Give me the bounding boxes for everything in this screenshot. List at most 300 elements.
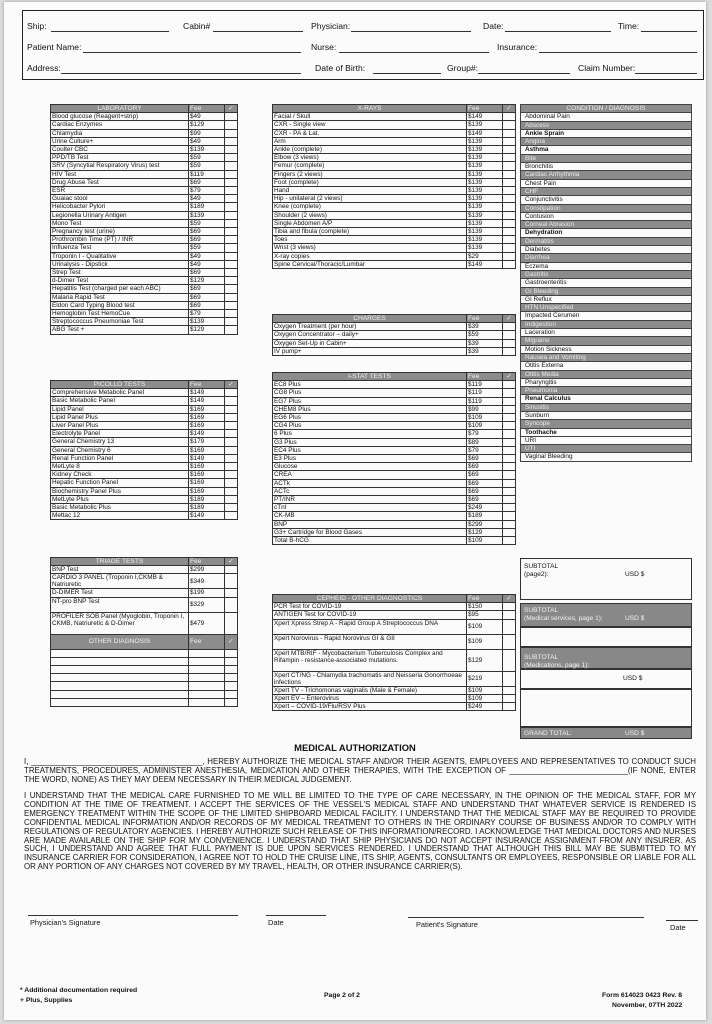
item-checkbox[interactable] bbox=[503, 703, 516, 711]
physician-signature-line[interactable] bbox=[28, 915, 238, 916]
table-row[interactable] bbox=[273, 162, 516, 170]
table-row[interactable] bbox=[273, 496, 516, 504]
dob-field[interactable] bbox=[373, 73, 441, 74]
condition-row[interactable] bbox=[521, 171, 692, 179]
table-row[interactable] bbox=[273, 528, 516, 536]
condition-row[interactable] bbox=[521, 129, 692, 137]
table-row[interactable] bbox=[51, 318, 238, 326]
table-row[interactable] bbox=[51, 121, 238, 129]
blank-row[interactable] bbox=[51, 657, 238, 665]
table-row[interactable] bbox=[51, 326, 238, 334]
item-checkbox[interactable] bbox=[225, 422, 238, 430]
table-row[interactable] bbox=[273, 146, 516, 154]
item-checkbox[interactable] bbox=[225, 487, 238, 495]
item-checkbox[interactable] bbox=[503, 219, 516, 227]
condition-row[interactable] bbox=[521, 212, 692, 220]
item-checkbox[interactable] bbox=[503, 154, 516, 162]
condition-row[interactable] bbox=[521, 295, 692, 303]
condition-row[interactable] bbox=[521, 428, 692, 436]
condition-row[interactable] bbox=[521, 154, 692, 162]
table-row[interactable] bbox=[51, 236, 238, 244]
blank-cell[interactable] bbox=[51, 674, 189, 682]
table-row[interactable] bbox=[273, 455, 516, 463]
item-checkbox[interactable] bbox=[503, 146, 516, 154]
table-row[interactable] bbox=[273, 389, 516, 397]
table-row[interactable] bbox=[51, 597, 238, 612]
table-row[interactable] bbox=[273, 463, 516, 471]
patient-name-field[interactable] bbox=[83, 52, 301, 53]
table-row[interactable] bbox=[273, 405, 516, 413]
item-checkbox[interactable] bbox=[503, 187, 516, 195]
item-checkbox[interactable] bbox=[225, 512, 238, 520]
table-row[interactable] bbox=[273, 331, 516, 339]
table-row[interactable] bbox=[273, 671, 516, 686]
blank-cell[interactable] bbox=[189, 674, 225, 682]
table-row[interactable] bbox=[51, 389, 238, 397]
table-row[interactable] bbox=[51, 512, 238, 520]
condition-row[interactable] bbox=[521, 445, 692, 453]
table-row[interactable] bbox=[273, 520, 516, 528]
table-row[interactable] bbox=[51, 471, 238, 479]
table-row[interactable] bbox=[273, 339, 516, 347]
table-row[interactable] bbox=[273, 686, 516, 694]
insurance-field[interactable] bbox=[539, 52, 697, 53]
table-row[interactable] bbox=[273, 244, 516, 252]
blank-cell[interactable] bbox=[189, 698, 225, 706]
table-row[interactable] bbox=[51, 495, 238, 503]
item-checkbox[interactable] bbox=[503, 129, 516, 137]
condition-row[interactable] bbox=[521, 436, 692, 444]
item-checkbox[interactable] bbox=[225, 178, 238, 186]
table-row[interactable] bbox=[273, 137, 516, 145]
date-line-2[interactable] bbox=[666, 920, 698, 921]
table-row[interactable] bbox=[51, 187, 238, 195]
table-row[interactable] bbox=[273, 603, 516, 611]
condition-row[interactable] bbox=[521, 345, 692, 353]
item-checkbox[interactable] bbox=[503, 520, 516, 528]
table-row[interactable] bbox=[273, 154, 516, 162]
condition-row[interactable] bbox=[521, 312, 692, 320]
table-row[interactable] bbox=[51, 413, 238, 421]
item-checkbox[interactable] bbox=[225, 574, 238, 589]
nurse-field[interactable] bbox=[339, 52, 489, 53]
blank-cell[interactable] bbox=[51, 657, 189, 665]
item-checkbox[interactable] bbox=[503, 649, 516, 671]
condition-row[interactable] bbox=[521, 254, 692, 262]
item-checkbox[interactable] bbox=[503, 244, 516, 252]
condition-row[interactable] bbox=[521, 187, 692, 195]
table-row[interactable] bbox=[273, 446, 516, 454]
item-checkbox[interactable] bbox=[503, 339, 516, 347]
condition-row[interactable] bbox=[521, 329, 692, 337]
condition-row[interactable] bbox=[521, 113, 692, 121]
table-row[interactable] bbox=[51, 422, 238, 430]
item-checkbox[interactable] bbox=[225, 137, 238, 145]
blank-cell[interactable] bbox=[189, 665, 225, 673]
item-checkbox[interactable] bbox=[503, 446, 516, 454]
subtotal-medications[interactable] bbox=[520, 669, 692, 689]
blank-cell[interactable] bbox=[51, 665, 189, 673]
table-row[interactable] bbox=[273, 619, 516, 634]
item-checkbox[interactable] bbox=[225, 195, 238, 203]
item-checkbox[interactable] bbox=[225, 244, 238, 252]
condition-row[interactable] bbox=[521, 237, 692, 245]
table-row[interactable] bbox=[273, 187, 516, 195]
table-row[interactable] bbox=[51, 113, 238, 121]
table-row[interactable] bbox=[51, 487, 238, 495]
item-fee: $69 bbox=[189, 236, 225, 244]
condition-row[interactable] bbox=[521, 304, 692, 312]
table-row[interactable] bbox=[51, 463, 238, 471]
item-checkbox[interactable] bbox=[503, 619, 516, 634]
item-checkbox[interactable] bbox=[503, 347, 516, 355]
condition-row[interactable] bbox=[521, 378, 692, 386]
item-checkbox[interactable] bbox=[503, 438, 516, 446]
condition-row[interactable] bbox=[521, 411, 692, 419]
table-row[interactable] bbox=[51, 589, 238, 597]
table-row[interactable] bbox=[51, 260, 238, 268]
table-row[interactable] bbox=[273, 203, 516, 211]
condition-row[interactable] bbox=[521, 121, 692, 129]
blank-row[interactable] bbox=[51, 682, 238, 690]
blank-cell[interactable] bbox=[51, 682, 189, 690]
item-checkbox[interactable] bbox=[503, 323, 516, 331]
condition-row[interactable] bbox=[521, 362, 692, 370]
item-checkbox[interactable] bbox=[503, 487, 516, 495]
subtotal-medical[interactable] bbox=[520, 603, 692, 627]
table-row[interactable] bbox=[51, 170, 238, 178]
table-row[interactable] bbox=[51, 566, 238, 574]
table-row[interactable] bbox=[273, 471, 516, 479]
table-row[interactable] bbox=[273, 195, 516, 203]
item-checkbox[interactable] bbox=[225, 318, 238, 326]
table-row[interactable] bbox=[51, 293, 238, 301]
item-checkbox[interactable] bbox=[225, 211, 238, 219]
table-row[interactable] bbox=[51, 479, 238, 487]
table-row[interactable] bbox=[273, 252, 516, 260]
item-checkbox[interactable] bbox=[503, 634, 516, 649]
item-checkbox[interactable] bbox=[503, 137, 516, 145]
blank-cell[interactable] bbox=[189, 690, 225, 698]
item-checkbox[interactable] bbox=[503, 121, 516, 129]
condition-row[interactable] bbox=[521, 395, 692, 403]
item-checkbox[interactable] bbox=[225, 504, 238, 512]
item-checkbox[interactable] bbox=[225, 285, 238, 293]
condition-name: Dermatitis bbox=[521, 237, 692, 245]
item-checkbox[interactable] bbox=[225, 389, 238, 397]
item-checkbox[interactable] bbox=[225, 170, 238, 178]
table-row[interactable] bbox=[51, 454, 238, 462]
item-checkbox[interactable] bbox=[225, 413, 238, 421]
item-checkbox[interactable] bbox=[225, 566, 238, 574]
blank-cell[interactable] bbox=[225, 682, 238, 690]
item-checkbox[interactable] bbox=[225, 187, 238, 195]
table-row[interactable] bbox=[273, 611, 516, 619]
item-checkbox[interactable] bbox=[503, 331, 516, 339]
item-checkbox[interactable] bbox=[503, 389, 516, 397]
table-row[interactable] bbox=[273, 381, 516, 389]
table-row[interactable] bbox=[51, 277, 238, 285]
item-checkbox[interactable] bbox=[225, 146, 238, 154]
patient-signature-line[interactable] bbox=[408, 917, 644, 918]
table-row[interactable] bbox=[51, 129, 238, 137]
condition-row[interactable] bbox=[521, 287, 692, 295]
condition-row[interactable] bbox=[521, 163, 692, 171]
condition-row[interactable] bbox=[521, 179, 692, 187]
item-checkbox[interactable] bbox=[225, 129, 238, 137]
item-fee: $169 bbox=[189, 479, 225, 487]
table-row[interactable] bbox=[273, 129, 516, 137]
item-checkbox[interactable] bbox=[503, 686, 516, 694]
item-checkbox[interactable] bbox=[225, 495, 238, 503]
blank-row[interactable] bbox=[51, 649, 238, 657]
blank-cell[interactable] bbox=[225, 649, 238, 657]
item-checkbox[interactable] bbox=[503, 430, 516, 438]
item-checkbox[interactable] bbox=[225, 326, 238, 334]
condition-row[interactable] bbox=[521, 387, 692, 395]
item-fee: $69 bbox=[189, 285, 225, 293]
table-row[interactable] bbox=[51, 430, 238, 438]
table-row[interactable] bbox=[273, 504, 516, 512]
table-row[interactable] bbox=[51, 574, 238, 589]
item-checkbox[interactable] bbox=[225, 219, 238, 227]
condition-row[interactable] bbox=[521, 279, 692, 287]
table-row[interactable] bbox=[51, 195, 238, 203]
table-row[interactable] bbox=[273, 634, 516, 649]
blank-cell[interactable] bbox=[51, 690, 189, 698]
blank-cell[interactable] bbox=[225, 674, 238, 682]
item-checkbox[interactable] bbox=[503, 512, 516, 520]
table-row[interactable] bbox=[273, 170, 516, 178]
item-checkbox[interactable] bbox=[225, 228, 238, 236]
blank-cell[interactable] bbox=[225, 690, 238, 698]
table-row[interactable] bbox=[51, 438, 238, 446]
item-checkbox[interactable] bbox=[503, 162, 516, 170]
group-field[interactable] bbox=[478, 73, 570, 74]
item-checkbox[interactable] bbox=[503, 195, 516, 203]
item-checkbox[interactable] bbox=[503, 170, 516, 178]
item-checkbox[interactable] bbox=[225, 113, 238, 121]
item-checkbox[interactable] bbox=[225, 438, 238, 446]
item-checkbox[interactable] bbox=[225, 277, 238, 285]
item-checkbox[interactable] bbox=[503, 203, 516, 211]
table-row[interactable] bbox=[273, 211, 516, 219]
item-checkbox[interactable] bbox=[225, 463, 238, 471]
condition-row[interactable] bbox=[521, 420, 692, 428]
item-checkbox[interactable] bbox=[503, 504, 516, 512]
item-checkbox[interactable] bbox=[225, 121, 238, 129]
table-row[interactable] bbox=[51, 154, 238, 162]
blank-row[interactable] bbox=[51, 665, 238, 673]
item-checkbox[interactable] bbox=[225, 430, 238, 438]
item-checkbox[interactable] bbox=[503, 228, 516, 236]
table-row[interactable] bbox=[273, 178, 516, 186]
item-checkbox[interactable] bbox=[503, 178, 516, 186]
blank-row[interactable] bbox=[51, 674, 238, 682]
table-row[interactable] bbox=[273, 479, 516, 487]
claim-field[interactable] bbox=[635, 73, 697, 74]
item-checkbox[interactable] bbox=[225, 260, 238, 268]
blank-row[interactable] bbox=[51, 698, 238, 706]
table-row[interactable] bbox=[51, 504, 238, 512]
table-row[interactable] bbox=[273, 430, 516, 438]
condition-row[interactable] bbox=[521, 353, 692, 361]
item-checkbox[interactable] bbox=[503, 414, 516, 422]
table-row[interactable] bbox=[273, 703, 516, 711]
item-fee: $139 bbox=[467, 228, 503, 236]
table-row[interactable] bbox=[273, 347, 516, 355]
item-checkbox[interactable] bbox=[225, 471, 238, 479]
table-row[interactable] bbox=[273, 219, 516, 227]
item-checkbox[interactable] bbox=[225, 252, 238, 260]
item-checkbox[interactable] bbox=[503, 405, 516, 413]
table-row[interactable] bbox=[51, 219, 238, 227]
cabin-field[interactable] bbox=[213, 31, 303, 32]
item-name: Troponin I - Qualitative bbox=[51, 252, 189, 260]
blank-cell[interactable] bbox=[225, 665, 238, 673]
item-checkbox[interactable] bbox=[225, 454, 238, 462]
condition-row[interactable] bbox=[521, 196, 692, 204]
table-row[interactable] bbox=[51, 612, 238, 634]
condition-row[interactable] bbox=[521, 337, 692, 345]
item-checkbox[interactable] bbox=[225, 269, 238, 277]
item-checkbox[interactable] bbox=[225, 310, 238, 318]
item-checkbox[interactable] bbox=[225, 236, 238, 244]
item-checkbox[interactable] bbox=[503, 113, 516, 121]
blank-cell[interactable] bbox=[225, 698, 238, 706]
blank-cell[interactable] bbox=[225, 657, 238, 665]
table-row[interactable] bbox=[273, 113, 516, 121]
table-row[interactable] bbox=[51, 203, 238, 211]
grand-total[interactable] bbox=[520, 727, 692, 739]
table-row[interactable] bbox=[51, 228, 238, 236]
blank-row[interactable] bbox=[51, 690, 238, 698]
item-checkbox[interactable] bbox=[503, 537, 516, 545]
item-checkbox[interactable] bbox=[503, 260, 516, 268]
condition-row[interactable] bbox=[521, 262, 692, 270]
item-checkbox[interactable] bbox=[225, 597, 238, 612]
condition-row[interactable] bbox=[521, 204, 692, 212]
table-row[interactable] bbox=[273, 694, 516, 702]
item-checkbox[interactable] bbox=[503, 422, 516, 430]
item-checkbox[interactable] bbox=[503, 694, 516, 702]
condition-row[interactable] bbox=[521, 138, 692, 146]
condition-row[interactable] bbox=[521, 453, 692, 461]
ship-field[interactable] bbox=[51, 31, 169, 32]
table-row[interactable] bbox=[273, 236, 516, 244]
item-checkbox[interactable] bbox=[225, 162, 238, 170]
subtotal-page2[interactable] bbox=[520, 558, 692, 600]
table-row[interactable] bbox=[51, 446, 238, 454]
address-field[interactable] bbox=[61, 73, 301, 74]
item-checkbox[interactable] bbox=[503, 236, 516, 244]
blank-cell[interactable] bbox=[189, 682, 225, 690]
table-row[interactable] bbox=[273, 397, 516, 405]
table-row[interactable] bbox=[51, 162, 238, 170]
table-row[interactable] bbox=[273, 323, 516, 331]
item-checkbox[interactable] bbox=[225, 154, 238, 162]
item-fee: $59 bbox=[189, 162, 225, 170]
condition-row[interactable] bbox=[521, 221, 692, 229]
table-row[interactable] bbox=[273, 260, 516, 268]
date-field[interactable] bbox=[505, 31, 611, 32]
item-checkbox[interactable] bbox=[503, 463, 516, 471]
item-checkbox[interactable] bbox=[503, 671, 516, 686]
condition-row[interactable] bbox=[521, 320, 692, 328]
condition-row[interactable] bbox=[521, 370, 692, 378]
item-name: CHEM8 Plus bbox=[273, 405, 467, 413]
blank-cell[interactable] bbox=[51, 698, 189, 706]
table-row[interactable] bbox=[51, 397, 238, 405]
date-line-1[interactable] bbox=[266, 915, 326, 916]
table-row[interactable] bbox=[273, 121, 516, 129]
item-checkbox[interactable] bbox=[503, 455, 516, 463]
item-checkbox[interactable] bbox=[225, 612, 238, 634]
table-row[interactable] bbox=[51, 137, 238, 145]
item-checkbox[interactable] bbox=[503, 381, 516, 389]
table-row[interactable] bbox=[51, 244, 238, 252]
table-row[interactable] bbox=[273, 422, 516, 430]
table-row[interactable] bbox=[273, 512, 516, 520]
blank-cell[interactable] bbox=[189, 649, 225, 657]
item-checkbox[interactable] bbox=[503, 496, 516, 504]
condition-row[interactable] bbox=[521, 270, 692, 278]
table-row[interactable] bbox=[273, 487, 516, 495]
table-row[interactable] bbox=[51, 146, 238, 154]
item-checkbox[interactable] bbox=[225, 301, 238, 309]
item-checkbox[interactable] bbox=[225, 405, 238, 413]
item-checkbox[interactable] bbox=[225, 397, 238, 405]
table-row[interactable] bbox=[51, 178, 238, 186]
item-checkbox[interactable] bbox=[225, 293, 238, 301]
table-row[interactable] bbox=[51, 269, 238, 277]
condition-row[interactable] bbox=[521, 146, 692, 154]
item-checkbox[interactable] bbox=[503, 479, 516, 487]
item-checkbox[interactable] bbox=[503, 211, 516, 219]
form-sheet bbox=[4, 2, 706, 1020]
item-checkbox[interactable] bbox=[503, 397, 516, 405]
physician-field[interactable] bbox=[351, 31, 471, 32]
table-row[interactable] bbox=[51, 211, 238, 219]
blank-cell[interactable] bbox=[189, 657, 225, 665]
table-row[interactable] bbox=[51, 310, 238, 318]
item-checkbox[interactable] bbox=[503, 528, 516, 536]
item-checkbox[interactable] bbox=[225, 589, 238, 597]
condition-row[interactable] bbox=[521, 229, 692, 237]
time-field[interactable] bbox=[641, 31, 697, 32]
table-row[interactable] bbox=[273, 414, 516, 422]
table-row[interactable] bbox=[273, 649, 516, 671]
item-fee: $59 bbox=[189, 219, 225, 227]
blank-cell[interactable] bbox=[51, 649, 189, 657]
item-checkbox[interactable] bbox=[225, 203, 238, 211]
table-row[interactable] bbox=[51, 285, 238, 293]
condition-row[interactable] bbox=[521, 246, 692, 254]
condition-row[interactable] bbox=[521, 403, 692, 411]
item-checkbox[interactable] bbox=[225, 479, 238, 487]
item-checkbox[interactable] bbox=[503, 603, 516, 611]
table-row[interactable] bbox=[273, 537, 516, 545]
item-checkbox[interactable] bbox=[225, 446, 238, 454]
item-checkbox[interactable] bbox=[503, 611, 516, 619]
table-row[interactable] bbox=[51, 252, 238, 260]
item-checkbox[interactable] bbox=[503, 471, 516, 479]
table-row[interactable] bbox=[51, 301, 238, 309]
table-row[interactable] bbox=[273, 228, 516, 236]
table-row[interactable] bbox=[51, 405, 238, 413]
table-row[interactable] bbox=[273, 438, 516, 446]
item-checkbox[interactable] bbox=[503, 252, 516, 260]
